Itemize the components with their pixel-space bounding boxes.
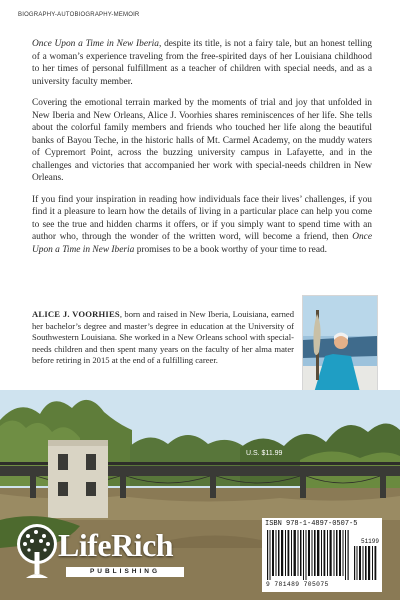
barcode-bars — [265, 530, 351, 580]
barcode-addon-bars — [354, 546, 378, 580]
blurb-paragraph-1 — [32, 38, 372, 88]
book-title-italic: Once Upon a Time in New Iberia — [32, 39, 159, 49]
blurb-paragraph-3 — [32, 194, 372, 257]
book-title-italic: Once Upon a Time in New Iberia — [32, 232, 372, 255]
author-photo — [302, 295, 378, 399]
blurb-text: promises to be a book worthy of your time to read. — [134, 244, 328, 255]
author-bio-text: , born and raised in New Iberia, Louisiana, earned her bachelor’s degree and master’s degree in education at the University of Southwestern Louisiana. She worked in a New Orleans school with special-needs children and then spent many years on the faculty of her alma mater before retiring in 2015 at the end of a fulfilling career. — [32, 309, 294, 366]
author-photo-image — [303, 296, 377, 398]
author-bio — [32, 309, 294, 367]
price-label: U.S. $11.99 — [246, 450, 283, 457]
blurb-paragraph-2: Covering the emotional terrain marked by the moments of trial and joy that unfolded in New Iberia and New Orleans, Alice J. Voorhies shares reminiscences of her life. She tells about the colorful family members and friends who touched her life along the beautiful banks of Bayou Teche, in the historic halls of Mt. Carmel Academy, on the muddy waters of Cypremort Point, across the buzzing university campus in Lafayette, and in the challenges and victories that accompanied her work with special-needs children in New Orleans. — [32, 98, 372, 183]
tree-icon — [12, 522, 62, 582]
publisher-logo — [12, 522, 188, 586]
publisher-tagline: PUBLISHING — [66, 567, 184, 577]
author-name: ALICE J. VOORHIES — [32, 309, 120, 319]
publisher-name: LifeRich — [58, 527, 174, 563]
isbn-text: ISBN 978-1-4897-0507-5 — [265, 520, 358, 528]
barcode-number: 9 781489 705075 — [266, 581, 329, 588]
barcode-addon-number: 51199 — [360, 538, 379, 545]
genre-label: BIOGRAPHY-AUTOBIOGRAPHY-MEMOIR — [18, 12, 140, 18]
barcode-box — [262, 518, 382, 592]
blurb-text: , despite its title, is not a fairy tale, but an honest telling of a woman’s experience traveling from the free-spirited days of her Louisiana childhood to her times of personal fulfillment as a teacher of children with special needs, and as a university faculty member. — [32, 39, 372, 87]
blurb — [32, 38, 372, 265]
blurb-text: If you find your inspiration in reading how individuals face their lives’ challenges, if you find it a pleasure to learn how the details of living in a particular place can help you come to see the true and hidden charms it offers, or if you simply want to spend time with an author who, through the wonder of the written word, will become a friend, then — [32, 194, 372, 242]
